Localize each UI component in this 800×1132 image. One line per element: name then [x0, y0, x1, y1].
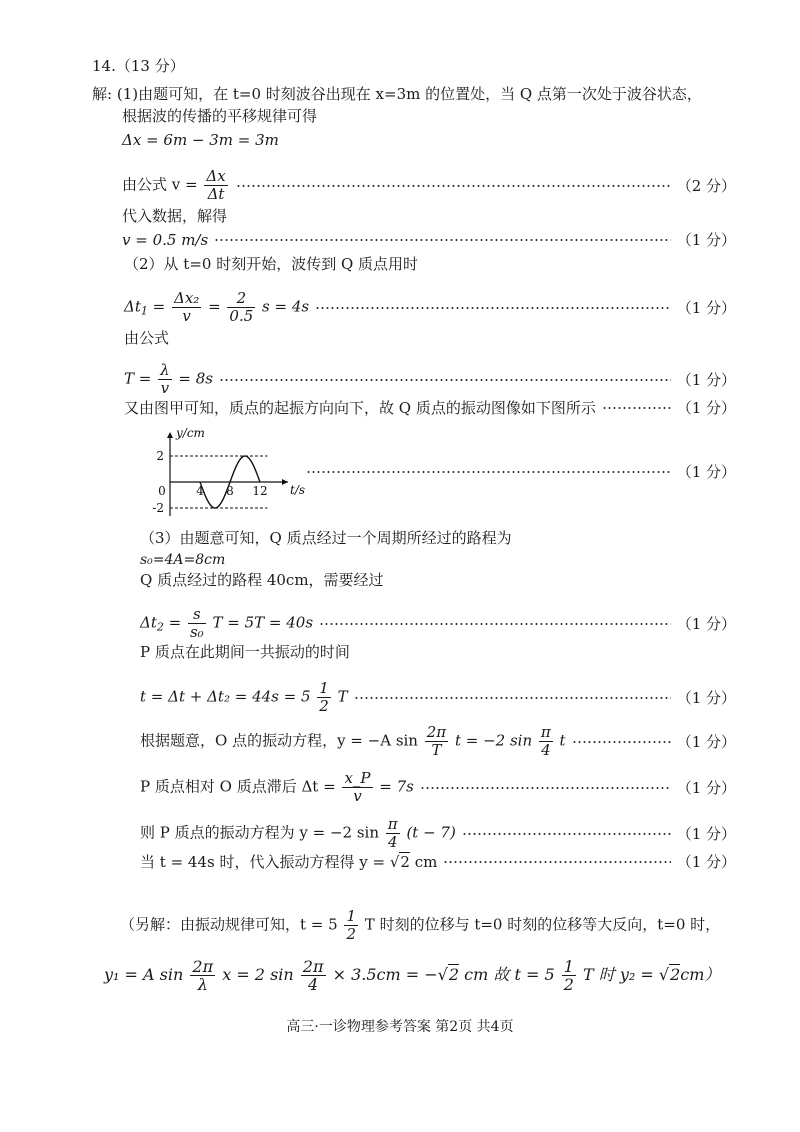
leader-dots	[214, 239, 671, 241]
frac-num: 2	[227, 290, 255, 308]
dt2-eq-sign: =	[163, 613, 186, 632]
leader-dots	[602, 407, 671, 409]
vibration-graph-svg	[150, 426, 306, 522]
points-label: （2 分）	[676, 176, 736, 195]
frac-den: 2	[563, 975, 574, 994]
fraction-s-s0	[188, 606, 206, 641]
result-v: v = 0.5 m/s	[122, 231, 209, 249]
sqrt-sign: √	[437, 965, 448, 984]
points-label: （1 分）	[676, 853, 736, 871]
lag-rhs: = 7s	[379, 777, 414, 796]
sqrt-radicand: 2	[400, 853, 410, 871]
leader-dots	[462, 833, 671, 835]
leader-dots	[236, 185, 671, 187]
frac-num: Δx	[206, 167, 226, 185]
page-footer: 高三·一诊物理参考答案 第2页 共4页	[286, 1019, 514, 1035]
frac-num: π	[540, 723, 551, 741]
points-label: （1 分）	[676, 399, 736, 417]
frac-den: 4	[541, 741, 551, 759]
formula-label: 由公式	[124, 329, 170, 347]
part2-intro: （2）从 t=0 时刻开始，波传到 Q 质点用时	[124, 255, 419, 273]
alt-l2-c: × 3.5cm = −	[332, 965, 438, 984]
graph-points-line	[300, 462, 736, 482]
fraction-half	[344, 908, 358, 943]
dt1-line	[124, 290, 736, 325]
frac-num: Δx₂	[173, 289, 200, 307]
s0-eq: s₀=4A=8cm	[140, 552, 226, 568]
frac-num: λ	[160, 361, 170, 379]
alt-l2-f: cm）	[680, 965, 721, 984]
final-label: 当 t = 44s 时，代入振动方程得 y =	[140, 853, 390, 871]
p-label: P 质点在此期间一共振动的时间	[140, 643, 350, 661]
alt-l2-a: y₁ = A sin	[104, 965, 184, 984]
final-eq	[140, 852, 437, 872]
alt-l2-b: x = 2 sin	[222, 965, 294, 984]
fraction-dx2-v	[172, 290, 201, 325]
dt1-sub: 1	[140, 304, 148, 318]
t-total-eq	[140, 680, 348, 715]
frac-num: 1	[319, 679, 329, 697]
alt-line2	[104, 958, 720, 993]
final-line	[140, 852, 736, 872]
o-equation	[140, 724, 566, 759]
y-tick-label-0: 2	[156, 449, 164, 463]
points-label: （1 分）	[676, 732, 736, 751]
o-eq-rhs: t	[559, 731, 566, 750]
points-label: （1 分）	[676, 824, 736, 843]
lag-line	[140, 770, 736, 805]
o-equation-line	[140, 724, 736, 759]
frac-den: T	[431, 741, 442, 759]
frac-den: v	[182, 307, 191, 325]
path-text: Q 质点经过的路程 40cm，需要经过	[140, 571, 384, 589]
x-tick-label-12: 12	[252, 484, 268, 498]
fraction-2pi-4	[301, 958, 326, 993]
fraction-half	[562, 958, 576, 993]
fraction-xp-v	[342, 770, 372, 805]
period-line	[124, 362, 736, 397]
sqrt-sign: √	[658, 965, 670, 984]
period-eq	[124, 362, 213, 397]
p-equation-line	[140, 816, 736, 851]
part1-line1	[92, 84, 702, 104]
T-rhs: = 8s	[178, 369, 213, 388]
leader-dots	[306, 471, 671, 473]
dt1-eq	[124, 290, 309, 325]
formula-v	[122, 168, 230, 203]
frac-num: 2π	[426, 723, 447, 741]
alt-line1	[120, 908, 720, 943]
sub-label: 代入数据，解得	[122, 207, 228, 225]
leader-dots	[572, 741, 671, 743]
lag-eq	[140, 770, 414, 805]
points-label: （1 分）	[676, 463, 736, 481]
t-total-line	[140, 680, 736, 715]
t-lhs: t = Δt + Δt₂ = 44s = 5	[140, 687, 311, 706]
fraction-2-05	[227, 290, 255, 325]
leader-dots	[354, 697, 671, 699]
frac-den: 2	[319, 697, 329, 715]
dt2-lhs: Δt	[140, 613, 157, 632]
dt2-rhs: T = 5T = 40s	[212, 613, 314, 632]
points-label: （1 分）	[676, 614, 736, 633]
part3-intro: （3）由题意可知，Q 质点经过一个周期所经过的路程为	[140, 529, 512, 547]
direction-text: 又由图甲可知，质点的起振方向向下，故 Q 质点的振动图像如下图所示	[124, 399, 596, 417]
points-label: （1 分）	[676, 298, 736, 317]
x-axis-arrow	[282, 479, 288, 485]
x-axis-label: t/s	[290, 483, 306, 497]
frac-num: 1	[563, 957, 574, 976]
result-v-line	[122, 230, 736, 250]
frac-den: Δt	[207, 185, 225, 203]
dt1-eq-sign: =	[147, 297, 170, 316]
o-eq-label: 根据题意，O 点的振动方程，y = −A sin	[140, 731, 418, 750]
p-eq-rhs: (t − 7)	[406, 823, 456, 842]
frac-num: x_P	[344, 769, 371, 787]
frac-den: 0.5	[229, 307, 254, 325]
alt-line1-a: （另解：由振动规律可知，t = 5	[120, 915, 338, 934]
vibration-graph	[150, 426, 306, 522]
dt1-rhs: s = 4s	[262, 297, 310, 316]
sqrt-radicand: 2	[448, 965, 460, 984]
fraction-pi-4	[386, 816, 400, 851]
fraction-half	[317, 680, 331, 715]
dt1-lhs: Δt	[124, 297, 141, 316]
x-tick-label-4: 4	[196, 484, 204, 498]
frac-num: 2π	[192, 957, 214, 976]
dt2-line	[140, 606, 736, 641]
formula-v-line	[122, 168, 736, 203]
points-label: （1 分）	[676, 370, 736, 389]
frac-num: π	[387, 815, 398, 833]
frac-den: 4	[387, 833, 398, 851]
p-eq-label: 则 P 质点的振动方程为 y = −2 sin	[140, 823, 380, 842]
T-lhs: T =	[124, 369, 152, 388]
fraction-2pi-lambda	[190, 958, 215, 993]
lag-label: P 质点相对 O 质点滞后 Δt =	[140, 777, 336, 796]
leader-dots	[443, 861, 670, 863]
points-label: （1 分）	[676, 231, 736, 249]
fraction-2pi-T	[425, 724, 448, 759]
alt-l2-d: cm 故 t = 5	[464, 965, 555, 984]
frac-den: 2	[346, 925, 357, 943]
frac-den: s₀	[189, 623, 204, 641]
formula-v-label: 由公式 v =	[122, 175, 198, 194]
dt2-sub: 2	[156, 620, 164, 634]
alt-line1-b: T 时刻的位移与 t=0 时刻的位移等大反向，t=0 时，	[364, 915, 721, 934]
points-label: （1 分）	[676, 778, 736, 797]
part1-text1: (1)由题可知，在 t=0 时刻波谷出现在 x=3m 的位置处，当 Q 点第一次处于波谷状态，	[116, 85, 702, 103]
problem-heading: 14.（13 分）	[92, 57, 185, 75]
p-equation	[140, 816, 456, 851]
fraction-pi-4	[539, 724, 553, 759]
sqrt-radicand: 2	[670, 965, 681, 984]
frac-den: λ	[197, 975, 208, 994]
direction-line	[124, 398, 736, 418]
part1-line2: 根据波的传播的平移规律可得	[122, 107, 318, 125]
frac-num: s	[188, 606, 206, 624]
leader-dots	[219, 379, 671, 381]
frac-num: 1	[346, 907, 357, 925]
leader-dots	[420, 787, 671, 789]
fraction-lambda-v	[158, 362, 172, 397]
solution-prefix: 解:	[92, 85, 113, 103]
points-label: （1 分）	[676, 688, 736, 707]
y-tick-label-1: -2	[152, 501, 164, 515]
x-tick-label-0: 0	[158, 484, 166, 498]
frac-den: 4	[308, 975, 319, 994]
x-tick-label-8: 8	[226, 484, 234, 498]
eq-delta-x: Δx = 6m − 3m = 3m	[122, 131, 279, 149]
fraction-dx-dt	[204, 168, 227, 203]
final-unit: cm	[409, 853, 438, 871]
leader-dots	[315, 307, 671, 309]
sqrt-sign: √	[389, 853, 400, 871]
o-eq-mid: t = −2 sin	[454, 731, 533, 750]
dt1-mid: =	[203, 297, 226, 316]
y-axis-label: y/cm	[176, 426, 205, 440]
frac-num: 2π	[302, 957, 324, 976]
frac-den: v	[160, 379, 170, 397]
frac-den: v	[353, 787, 362, 805]
leader-dots	[319, 623, 671, 625]
y-axis-arrow	[167, 432, 173, 438]
alt-l2-e: T 时 y₂ =	[583, 965, 659, 984]
t-rhs: T	[337, 687, 348, 706]
dt2-eq	[140, 606, 313, 641]
